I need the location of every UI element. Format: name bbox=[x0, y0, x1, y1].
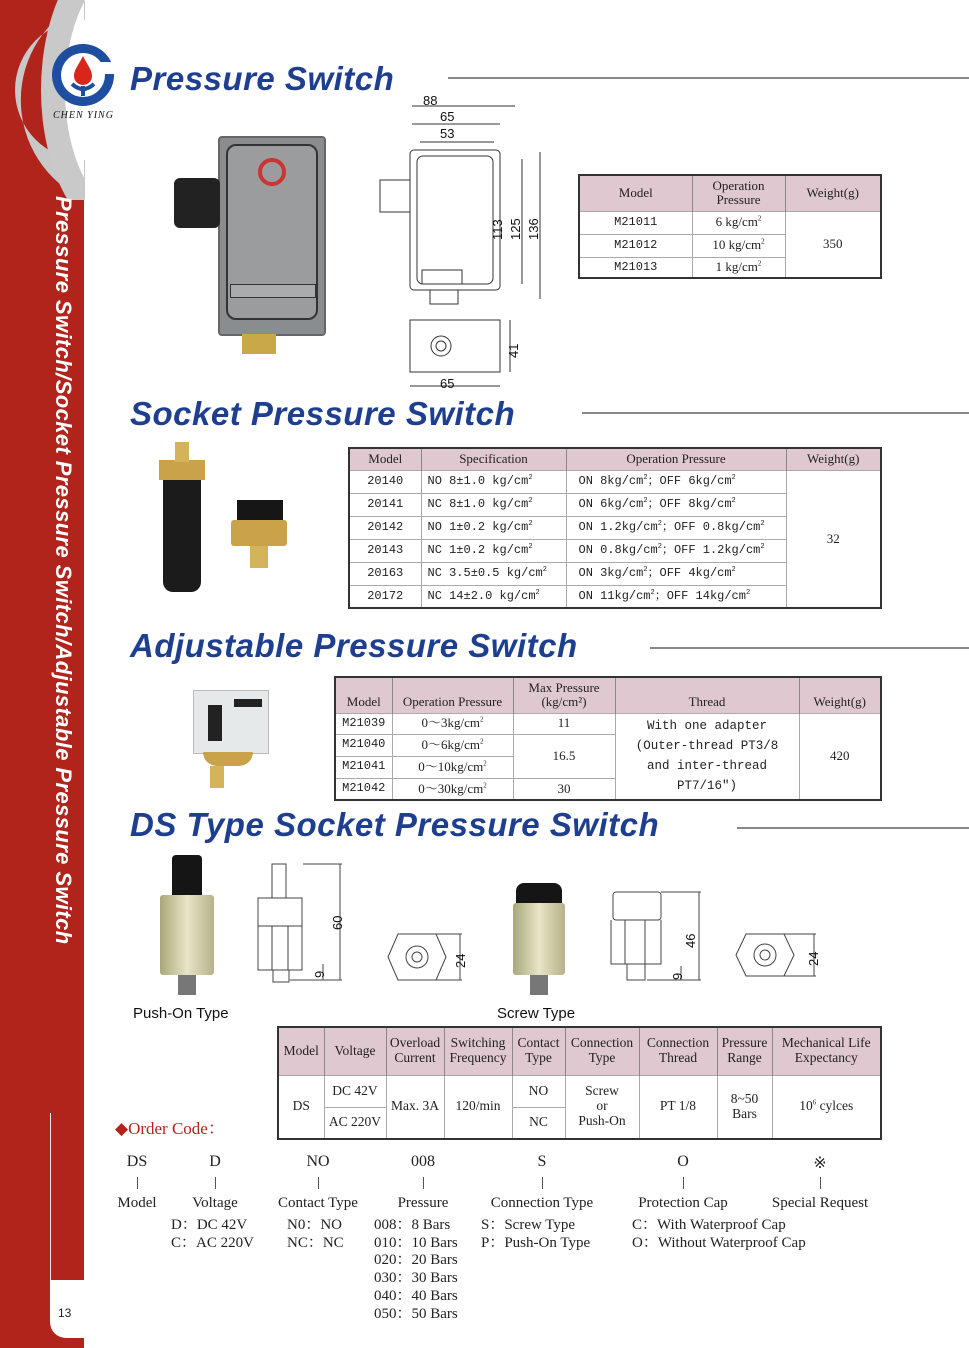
order-code-connector bbox=[137, 1177, 138, 1189]
cell-spec: NC 3.5±0.5 $kg/cm^2$ bbox=[421, 562, 566, 585]
order-code-option: 030：30 Bars bbox=[374, 1270, 458, 1287]
col-header: Voltage bbox=[324, 1027, 386, 1075]
col-header: Overload Current bbox=[386, 1027, 444, 1075]
order-code-field-label: Voltage bbox=[192, 1195, 238, 1211]
col-header: Mechanical Life Expectancy bbox=[772, 1027, 881, 1075]
table-row bbox=[278, 1075, 881, 1107]
dim-width-88: 88 bbox=[423, 93, 438, 108]
order-code-option: S：Screw Type bbox=[481, 1217, 576, 1233]
adjustable-switch-spec-table bbox=[334, 676, 882, 801]
cell-operation: ON $0.8kg/cm^2$；OFF $1.2kg/cm^2$ bbox=[566, 539, 786, 562]
dim-width-65: 65 bbox=[440, 109, 455, 124]
col-header: Operation Pressure bbox=[392, 677, 513, 713]
cell-weight: 420 bbox=[799, 713, 881, 800]
col-header: Operation Pressure bbox=[566, 448, 786, 470]
cell-pressure: $0\sim 30kg/cm^2$ bbox=[392, 778, 513, 800]
cell-weight: 32 bbox=[786, 470, 881, 608]
socket-switch-spec-table bbox=[348, 447, 882, 609]
col-header: Model bbox=[278, 1027, 324, 1075]
ds-type-spec-table bbox=[277, 1026, 882, 1140]
caption-screw-type: Screw Type bbox=[497, 1005, 576, 1022]
push-on-connector bbox=[172, 855, 202, 895]
brass-hex bbox=[231, 520, 287, 546]
col-header: Model bbox=[335, 677, 392, 713]
cell-operation: ON $1.2kg/cm^2$；OFF $0.8kg/cm^2$ bbox=[566, 516, 786, 539]
order-code-option: 040：40 Bars bbox=[374, 1287, 458, 1304]
col-header: Specification bbox=[421, 448, 566, 470]
order-code-segment: O bbox=[677, 1153, 689, 1170]
cell-operation: ON $11kg/cm^2$；OFF $14kg/cm^2$ bbox=[566, 585, 786, 608]
cell-operation: ON $3kg/cm^2$；OFF $4kg/cm^2$ bbox=[566, 562, 786, 585]
order-code-option: 050：50 Bars bbox=[374, 1305, 458, 1322]
cell-max: 30 bbox=[513, 778, 615, 800]
order-code-connector bbox=[542, 1177, 543, 1189]
sidebar-divider bbox=[50, 1113, 51, 1283]
cell-spec: NC 1±0.2 $kg/cm^2$ bbox=[421, 539, 566, 562]
cell-pressure: $0\sim 3kg/cm^2$ bbox=[392, 713, 513, 734]
screw-terminal-cap bbox=[516, 883, 562, 905]
order-code-connector bbox=[683, 1177, 684, 1189]
push-on-switch-photo bbox=[160, 895, 214, 975]
col-header: Contact Type bbox=[512, 1027, 565, 1075]
brand-name: CHEN YING bbox=[53, 110, 114, 121]
page-number: 13 bbox=[58, 1306, 72, 1320]
cell-model: 20142 bbox=[349, 516, 421, 539]
dim-height-113: 113 bbox=[490, 219, 505, 240]
title-rule bbox=[448, 77, 969, 79]
cell-thread: With one adapter (Outer-thread PT3/8 and inter-thread PT7/16") bbox=[615, 713, 799, 800]
cell-pressure: 6 $kg/cm^2$ bbox=[692, 211, 785, 234]
order-code-segment: NO bbox=[306, 1153, 330, 1170]
dim-push-on-diameter: 24 bbox=[453, 953, 468, 968]
order-code-option: 010：10 Bars bbox=[374, 1234, 458, 1251]
col-header: Weight(g) bbox=[786, 448, 881, 470]
cell-model: 20163 bbox=[349, 562, 421, 585]
col-header: Model bbox=[579, 175, 692, 211]
col-header: Max Pressure (kg/cm²) bbox=[513, 677, 615, 713]
cell-model: M21039 bbox=[335, 713, 392, 734]
col-header: Connection Thread bbox=[639, 1027, 717, 1075]
cell-range: 8~50 Bars bbox=[717, 1075, 772, 1139]
col-header: Switching Frequency bbox=[444, 1027, 512, 1075]
order-code-field-label: Protection Cap bbox=[638, 1195, 728, 1211]
push-on-thread bbox=[178, 975, 196, 995]
section-title-ds-type: DS Type Socket Pressure Switch bbox=[130, 806, 660, 843]
order-code-field-label: Connection Type bbox=[490, 1195, 594, 1211]
screw-dimension-drawing bbox=[605, 888, 715, 988]
cell-spec: NO 1±0.2 $kg/cm^2$ bbox=[421, 516, 566, 539]
dim-base-65: 65 bbox=[440, 376, 455, 391]
order-code-option: NC：NC bbox=[287, 1234, 344, 1251]
socket-switch-photo-short bbox=[237, 500, 283, 522]
cell-thread: PT 1/8 bbox=[639, 1075, 717, 1139]
cell-model: DS bbox=[278, 1075, 324, 1139]
adjustable-switch-photo bbox=[193, 690, 269, 754]
cell-frequency: 120/min bbox=[444, 1075, 512, 1139]
cell-current: Max. 3A bbox=[386, 1075, 444, 1139]
order-code-field-label: Contact Type bbox=[278, 1195, 358, 1211]
order-code-segment: 008 bbox=[411, 1153, 435, 1170]
table-row bbox=[349, 470, 881, 493]
screw-switch-photo bbox=[513, 903, 565, 975]
brass-fitting bbox=[210, 766, 224, 788]
caption-push-on-type: Push-On Type bbox=[133, 1005, 229, 1022]
cell-spec: NO 8±1.0 $kg/cm^2$ bbox=[421, 470, 566, 493]
order-code-option: 020：20 Bars bbox=[374, 1252, 458, 1269]
sidebar-title: Pressure Switch/Socket Pressure Switch/Adjustable Pressure Switch bbox=[51, 196, 76, 945]
pressure-switch-photo bbox=[218, 136, 326, 336]
cell-operation: ON $8kg/cm^2$；OFF $6kg/cm^2$ bbox=[566, 470, 786, 493]
cell-model: 20141 bbox=[349, 493, 421, 516]
order-code-segment: D bbox=[209, 1153, 221, 1170]
cell-spec: NC 14±2.0 $kg/cm^2$ bbox=[421, 585, 566, 608]
col-header: Model bbox=[349, 448, 421, 470]
cell-voltage: AC 220V bbox=[324, 1107, 386, 1139]
order-code-connector bbox=[318, 1177, 319, 1189]
order-code-field-label: Special Request bbox=[771, 1195, 869, 1211]
order-code-option: O：Without Waterproof Cap bbox=[632, 1234, 806, 1251]
dim-push-on-height: 60 bbox=[330, 915, 345, 930]
dim-push-on-thread: 9 bbox=[312, 970, 327, 978]
cell-model: M21042 bbox=[335, 778, 392, 800]
order-code-field-label: Pressure bbox=[397, 1195, 449, 1211]
cell-model: M21012 bbox=[579, 234, 692, 257]
col-header: Thread bbox=[615, 677, 799, 713]
brass-thread bbox=[250, 546, 268, 568]
table-row bbox=[579, 211, 881, 234]
cell-life: $10^6$ cylces bbox=[772, 1075, 881, 1139]
brass-thread bbox=[175, 442, 189, 462]
order-code-option: P：Push-On Type bbox=[481, 1234, 591, 1251]
screw-thread bbox=[530, 975, 548, 995]
cell-max: 11 bbox=[513, 713, 615, 734]
table-row bbox=[335, 713, 881, 734]
cable-gland bbox=[174, 178, 220, 228]
cell-model: M21013 bbox=[579, 257, 692, 278]
dim-depth-41: 41 bbox=[506, 343, 521, 358]
order-code-option: C：AC 220V bbox=[171, 1234, 254, 1251]
cell-connection: Screw or Push-On bbox=[565, 1075, 639, 1139]
cell-pressure: 10 $kg/cm^2$ bbox=[692, 234, 785, 257]
order-code-option: N0：NO bbox=[287, 1217, 342, 1233]
brass-fitting bbox=[242, 334, 276, 354]
title-rule bbox=[582, 412, 969, 414]
cell-model: M21041 bbox=[335, 756, 392, 778]
section-title-pressure-switch: Pressure Switch bbox=[130, 60, 395, 97]
cell-contact: NO bbox=[512, 1075, 565, 1107]
cell-weight: 350 bbox=[785, 211, 881, 278]
pressure-switch-spec-table bbox=[578, 174, 882, 279]
dim-height-136: 136 bbox=[526, 218, 541, 240]
section-title-adjustable-pressure-switch: Adjustable Pressure Switch bbox=[130, 627, 578, 664]
dim-screw-diameter: 24 bbox=[806, 951, 821, 966]
order-code-connector bbox=[423, 1177, 424, 1189]
cell-pressure: $0\sim 6kg/cm^2$ bbox=[392, 734, 513, 756]
col-header: Weight(g) bbox=[785, 175, 881, 211]
title-rule bbox=[737, 827, 969, 829]
cell-voltage: DC 42V bbox=[324, 1075, 386, 1107]
order-code-field-label: Model bbox=[117, 1195, 157, 1211]
order-code-label: ◆Order Code： bbox=[115, 1119, 225, 1138]
dim-screw-thread: 9 bbox=[670, 972, 685, 980]
cell-pressure: 1 $kg/cm^2$ bbox=[692, 257, 785, 278]
brass-bellows bbox=[203, 752, 253, 766]
order-code-connector bbox=[215, 1177, 216, 1189]
order-code-segment: ※ bbox=[813, 1155, 827, 1172]
cell-spec: NC 8±1.0 $kg/cm^2$ bbox=[421, 493, 566, 516]
chen-ying-logo-icon bbox=[50, 42, 116, 108]
col-header: Operation Pressure bbox=[692, 175, 785, 211]
cell-model: 20172 bbox=[349, 585, 421, 608]
order-code-option: D：DC 42V bbox=[171, 1217, 248, 1233]
brass-hex bbox=[159, 460, 205, 480]
cell-pressure: $0\sim 10kg/cm^2$ bbox=[392, 756, 513, 778]
cell-max: 16.5 bbox=[513, 734, 615, 778]
order-code-connector bbox=[820, 1177, 821, 1189]
cell-operation: ON $6kg/cm^2$；OFF $8kg/cm^2$ bbox=[566, 493, 786, 516]
order-code-segment: DS bbox=[126, 1153, 148, 1170]
col-header: Pressure Range bbox=[717, 1027, 772, 1075]
dim-screw-height: 46 bbox=[683, 933, 698, 948]
cell-model: M21040 bbox=[335, 734, 392, 756]
cell-model: 20143 bbox=[349, 539, 421, 562]
dimension-drawing-1 bbox=[370, 92, 555, 397]
section-title-socket-pressure-switch: Socket Pressure Switch bbox=[130, 395, 516, 432]
dim-width-53: 53 bbox=[440, 126, 455, 141]
title-rule bbox=[650, 647, 969, 649]
col-header: Weight(g) bbox=[799, 677, 881, 713]
cell-model: M21011 bbox=[579, 211, 692, 234]
socket-switch-photo-long bbox=[163, 470, 201, 592]
col-header: Connection Type bbox=[565, 1027, 639, 1075]
order-code-option: 008：8 Bars bbox=[374, 1217, 451, 1233]
order-code-segment: S bbox=[537, 1153, 547, 1170]
cell-contact: NC bbox=[512, 1107, 565, 1139]
dim-height-125: 125 bbox=[508, 218, 523, 240]
order-code-option: C：With Waterproof Cap bbox=[632, 1217, 786, 1233]
cell-model: 20140 bbox=[349, 470, 421, 493]
